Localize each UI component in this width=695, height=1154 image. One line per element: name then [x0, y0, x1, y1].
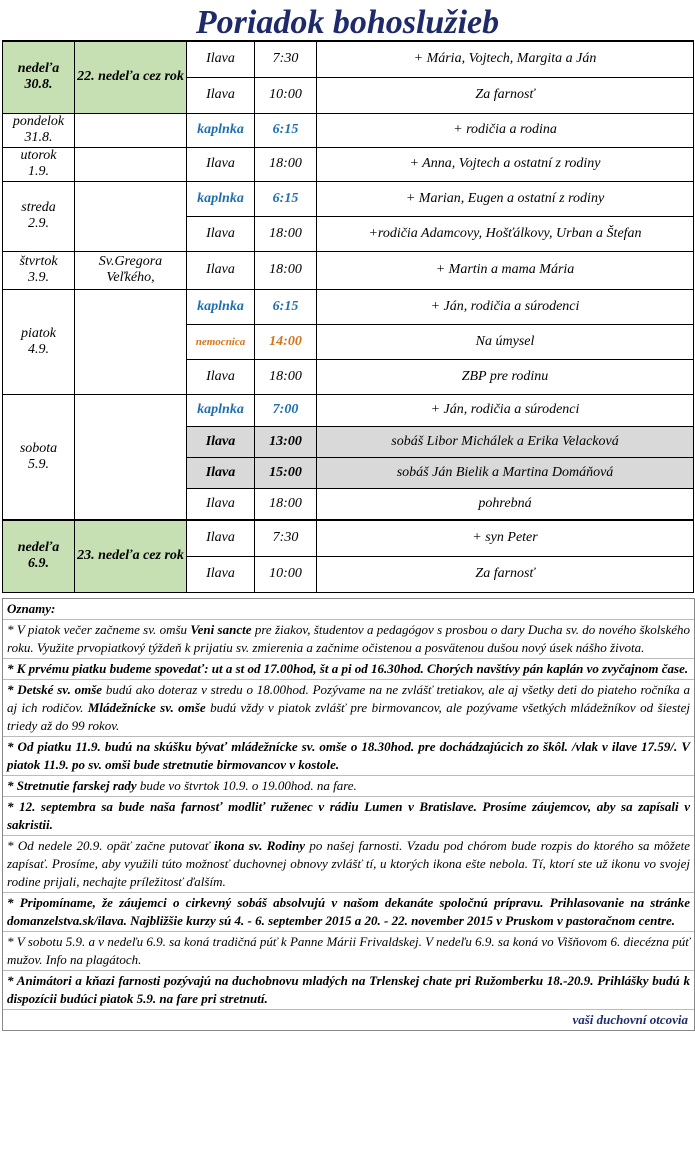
place-cell: Ilava — [187, 556, 255, 592]
time-cell: 13:00 — [255, 426, 317, 457]
intention-cell: Za farnosť — [317, 556, 694, 592]
notice-item: * V sobotu 5.9. a v nedeľu 6.9. sa koná tradičná púť k Panne Márii Frivaldskej. V nedeľu 6.9. sa koná vo Višňovom 6. diecézna púť mužov. Info na plagátoch. — [3, 931, 694, 970]
place-cell: Ilava — [187, 426, 255, 457]
notices-heading: Oznamy: — [7, 601, 56, 616]
table-row — [3, 394, 694, 426]
occasion-cell: 23. nedeľa cez rok — [75, 520, 187, 592]
time-cell: 7:30 — [255, 520, 317, 556]
occasion-cell — [75, 113, 187, 147]
day-cell: nedeľa 30.8. — [3, 41, 75, 113]
time-cell: 7:00 — [255, 394, 317, 426]
notices-section — [2, 598, 695, 1031]
intention-cell: sobáš Ján Bielik a Martina Domáňová — [317, 457, 694, 488]
time-cell: 18:00 — [255, 251, 317, 289]
intention-cell: + Martin a mama Mária — [317, 251, 694, 289]
place-cell: nemocnica — [187, 324, 255, 359]
time-cell: 6:15 — [255, 113, 317, 147]
place-cell: kaplnka — [187, 394, 255, 426]
time-cell: 14:00 — [255, 324, 317, 359]
intention-cell: + Marian, Eugen a ostatní z rodiny — [317, 181, 694, 216]
day-cell: utorok 1.9. — [3, 147, 75, 181]
place-cell: Ilava — [187, 488, 255, 520]
time-cell: 10:00 — [255, 77, 317, 113]
occasion-cell — [75, 147, 187, 181]
place-cell: Ilava — [187, 77, 255, 113]
intention-cell: Na úmysel — [317, 324, 694, 359]
time-cell: 18:00 — [255, 359, 317, 394]
place-cell: Ilava — [187, 520, 255, 556]
occasion-cell: Sv.Gregora Veľkého, — [75, 251, 187, 289]
table-row — [3, 520, 694, 556]
notice-item: * Pripomíname, že záujemci o cirkevný sobáš absolvujú v našom dekanáte spoločnú prípravu. Prihlasovanie na stránke domanzelstva.sk/ilava. Najbližšie kurzy sú 4. - 6. september 2015 a 20. - 22. november 2015 v Pruskom v pastoračnom centre. — [3, 892, 694, 931]
notice-item: * Od piatku 11.9. budú na skúšku bývať mládežnícke sv. omše o 18.30hod. pre dochádzajúcich zo škôl. /vlak v ilave 17.59/. V piatok 11.9. po sv. omši bude stretnutie birmovancov v kostole. — [3, 736, 694, 775]
time-cell: 6:15 — [255, 289, 317, 324]
day-cell: nedeľa 6.9. — [3, 520, 75, 592]
intention-cell: + Ján, rodičia a súrodenci — [317, 289, 694, 324]
occasion-cell — [75, 289, 187, 394]
table-row — [3, 147, 694, 181]
day-cell: streda 2.9. — [3, 181, 75, 251]
notice-item: * 12. septembra sa bude naša farnosť modliť ruženec v rádiu Lumen v Bratislave. Prosíme záujemcov, aby sa zapísali v sakristii. — [3, 796, 694, 835]
occasion-cell: 22. nedeľa cez rok — [75, 41, 187, 113]
place-cell: Ilava — [187, 216, 255, 251]
place-cell: kaplnka — [187, 289, 255, 324]
notice-item: * K prvému piatku budeme spovedať: ut a st od 17.00hod, št a pi od 16.30hod. Chorých navštívy pán kaplán vo zvyčajnom čase. — [3, 658, 694, 679]
place-cell: Ilava — [187, 147, 255, 181]
intention-cell: pohrebná — [317, 488, 694, 520]
notice-item: * Od nedele 20.9. opäť začne putovať ikona sv. Rodiny po našej farnosti. Vzadu pod chórom bude rozpis do ktorého sa môžete zapísať. Prosíme, aby využili túto možnosť duchovnej obnovy zvlášť tí, u ktorých ikona ešte nebola. Tí, ktorí ste už ikonu vo svojej rodine prijali, nechajte príležitosť ďalším. — [3, 835, 694, 892]
time-cell: 15:00 — [255, 457, 317, 488]
day-cell: pondelok 31.8. — [3, 113, 75, 147]
place-cell: Ilava — [187, 251, 255, 289]
table-row — [3, 289, 694, 324]
time-cell: 6:15 — [255, 181, 317, 216]
page-title: Poriadok bohoslužieb — [195, 4, 500, 41]
day-cell: piatok 4.9. — [3, 289, 75, 394]
intention-cell: + rodičia a rodina — [317, 113, 694, 147]
place-cell: Ilava — [187, 41, 255, 77]
intention-cell: + Ján, rodičia a súrodenci — [317, 394, 694, 426]
schedule-table — [2, 40, 694, 593]
table-row — [3, 181, 694, 216]
table-row — [3, 41, 694, 77]
day-cell: sobota 5.9. — [3, 394, 75, 520]
intention-cell: + syn Peter — [317, 520, 694, 556]
place-cell: kaplnka — [187, 181, 255, 216]
time-cell: 18:00 — [255, 488, 317, 520]
table-row — [3, 251, 694, 289]
intention-cell: + Mária, Vojtech, Margita a Ján — [317, 41, 694, 77]
intention-cell: Za farnosť — [317, 77, 694, 113]
time-cell: 7:30 — [255, 41, 317, 77]
signature: vaši duchovní otcovia — [3, 1009, 694, 1030]
time-cell: 18:00 — [255, 216, 317, 251]
intention-cell: + Anna, Vojtech a ostatní z rodiny — [317, 147, 694, 181]
occasion-cell — [75, 181, 187, 251]
occasion-cell — [75, 394, 187, 520]
intention-cell: ZBP pre rodinu — [317, 359, 694, 394]
day-cell: štvrtok 3.9. — [3, 251, 75, 289]
time-cell: 10:00 — [255, 556, 317, 592]
notice-item: * Animátori a kňazi farnosti pozývajú na duchobnovu mladých na Trlenskej chate pri Ružomberku 18.-20.9. Prihlášky budú k dispozícii budúci piatok 5.9. na fare pri stretnutí. — [3, 970, 694, 1009]
intention-cell: +rodičia Adamcovy, Hošťálkovy, Urban a Štefan — [317, 216, 694, 251]
table-row — [3, 113, 694, 147]
notice-item: * Detské sv. omše budú ako doteraz v stredu o 18.00hod. Pozývame na ne zvlášť tretiakov, ale aj všetky deti do piateho ročníka a aj ich rodičov. Mládežnícke sv. omše budú vždy v piatok zvlášť pre birmovancov, ale pozývame všetkých mládežníkov od šiestej triedy až do 99 rokov. — [3, 679, 694, 736]
intention-cell: sobáš Libor Michálek a Erika Velacková — [317, 426, 694, 457]
place-cell: kaplnka — [187, 113, 255, 147]
place-cell: Ilava — [187, 359, 255, 394]
notice-item: * Stretnutie farskej rady bude vo štvrtok 10.9. o 19.00hod. na fare. — [3, 775, 694, 796]
notice-item: * V piatok večer začneme sv. omšu Veni sancte pre žiakov, študentov a pedagógov s prosbou o dary Ducha sv. do nového školského roku. Využite prvopiatkový týždeň k prijatiu sv. zmierenia a začnime očistenou a posvätenou dušou nový úsek nášho života. — [3, 619, 694, 658]
place-cell: Ilava — [187, 457, 255, 488]
time-cell: 18:00 — [255, 147, 317, 181]
